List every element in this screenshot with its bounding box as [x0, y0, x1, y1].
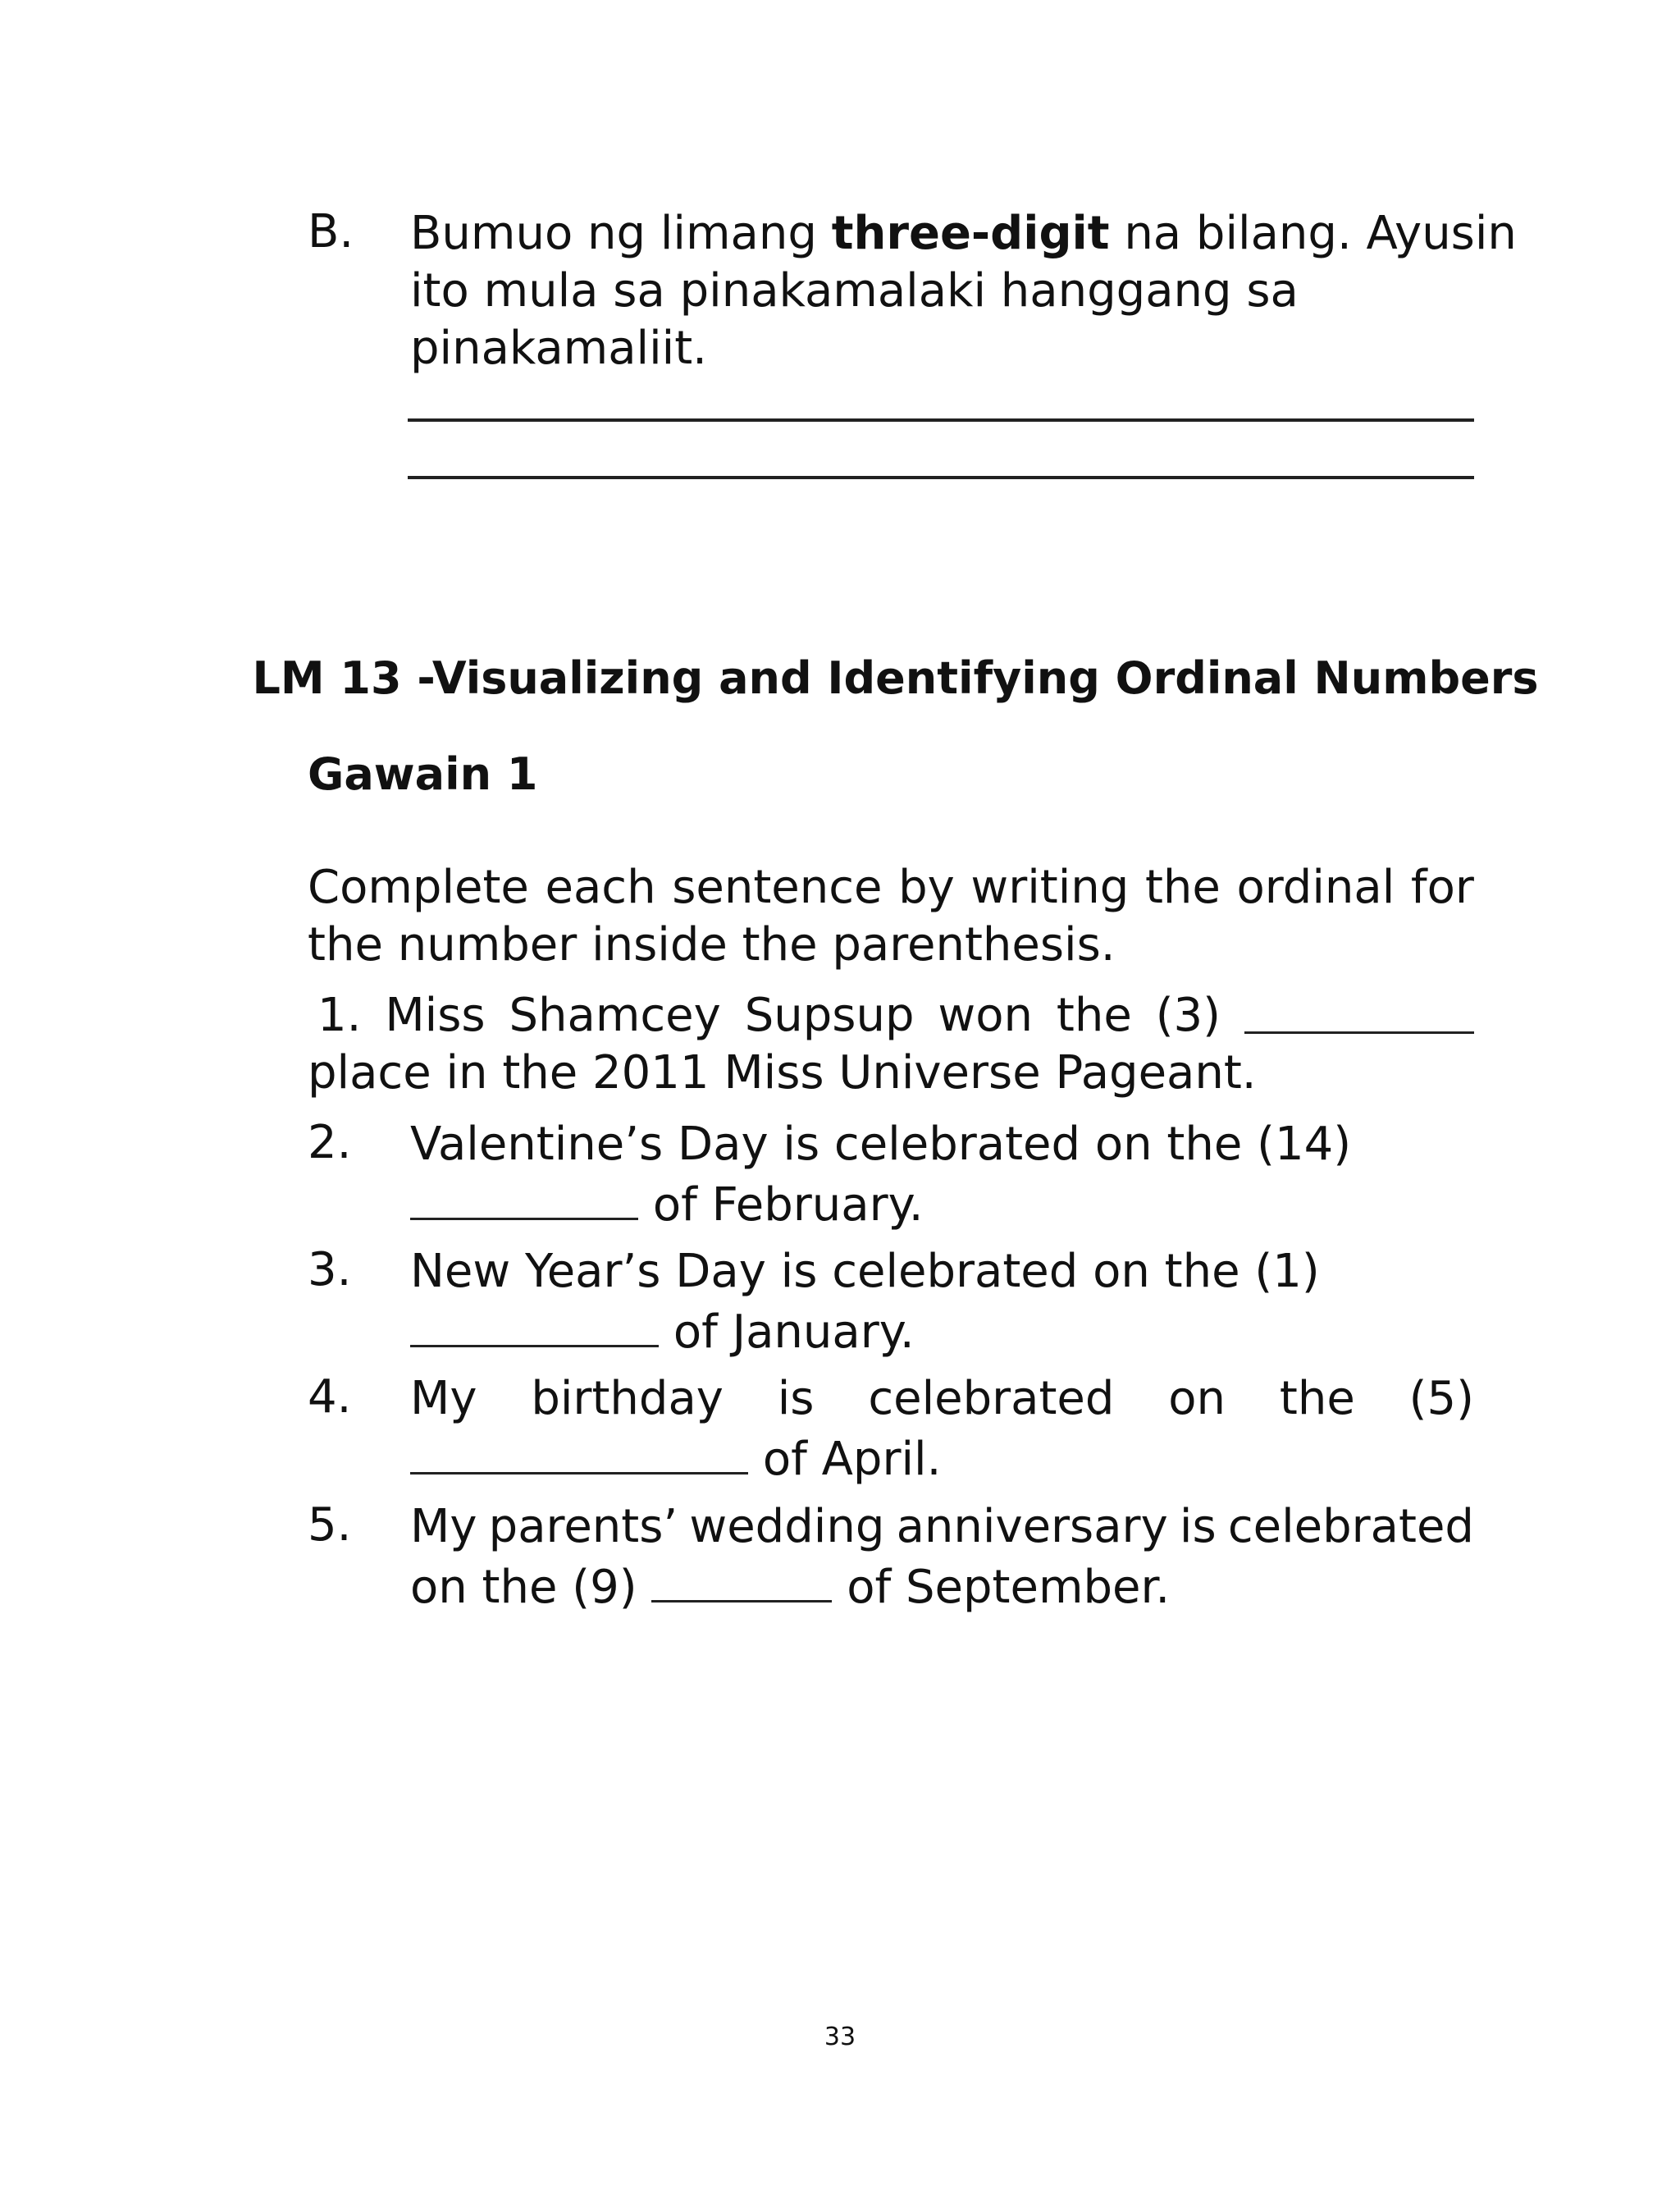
item-3 — [410, 1243, 1320, 1361]
item-3-line2: of January. — [673, 1305, 915, 1359]
word: celebrated — [1227, 1500, 1474, 1553]
word: the — [1144, 861, 1221, 914]
word: each — [545, 861, 656, 914]
item-1-line1 — [308, 987, 1474, 1045]
section-b-line3: pinakamaliit. — [410, 322, 707, 375]
word: sentence — [672, 861, 883, 914]
section-b-label: B. — [308, 205, 354, 258]
item-4-line2: of April. — [762, 1433, 942, 1486]
item-5-number: 5. — [308, 1498, 352, 1552]
word: birthday — [531, 1372, 724, 1425]
section-b-instruction — [410, 205, 1517, 377]
word: Complete — [308, 861, 529, 914]
word: anniversary — [896, 1500, 1168, 1553]
word: My — [410, 1372, 477, 1425]
word: celebrated — [868, 1372, 1115, 1425]
word: Shamcey — [509, 989, 721, 1042]
instruction-line1 — [308, 859, 1474, 917]
item-2-blank[interactable] — [410, 1173, 638, 1220]
section-b-line1-suffix: na bilang. Ayusin — [1124, 207, 1517, 260]
item-4-line1 — [410, 1370, 1474, 1428]
word: Supsup — [744, 989, 915, 1042]
lesson-title: LM 13 -Visualizing and Identifying Ordinal Numbers — [252, 652, 1539, 704]
word: by — [898, 861, 955, 914]
answer-line-2[interactable] — [408, 476, 1474, 479]
word: on — [1168, 1372, 1226, 1425]
word: the — [1279, 1372, 1355, 1425]
item-2 — [410, 1116, 1351, 1234]
item-1 — [308, 987, 1474, 1102]
word: (5) — [1408, 1372, 1474, 1425]
item-5-line1 — [410, 1498, 1474, 1556]
item-5-blank[interactable] — [651, 1556, 832, 1602]
item-2-line2: of February. — [652, 1178, 924, 1232]
item-5-line2-suffix: of September. — [847, 1561, 1171, 1614]
section-b-line1-prefix: Bumuo ng limang — [410, 207, 817, 260]
word: for — [1410, 861, 1474, 914]
word: ordinal — [1236, 861, 1395, 914]
word: the — [1056, 989, 1132, 1042]
item-3-blank[interactable] — [410, 1301, 659, 1347]
item-3-number: 3. — [308, 1243, 352, 1296]
item-1-line2: place in the 2011 Miss Universe Pageant. — [308, 1046, 1257, 1100]
word: My — [410, 1500, 477, 1553]
item-2-number: 2. — [308, 1116, 352, 1169]
word: won — [938, 989, 1033, 1042]
item-1-number: 1. — [317, 989, 362, 1042]
word: parents’ — [488, 1500, 678, 1553]
item-4-number: 4. — [308, 1370, 352, 1424]
item-3-line1: New Year’s Day is celebrated on the (1) — [410, 1245, 1320, 1298]
item-1-blank[interactable] — [1244, 987, 1474, 1034]
item-5 — [410, 1498, 1474, 1616]
item-4 — [410, 1370, 1474, 1488]
answer-line-1[interactable] — [408, 418, 1474, 422]
instruction — [308, 859, 1474, 974]
section-b-line2: ito mula sa pinakamalaki hanggang sa — [410, 264, 1299, 318]
item-5-line2-prefix: on the (9) — [410, 1561, 637, 1614]
section-b-bold-term: three-digit — [831, 207, 1110, 260]
instruction-line2: the number inside the parenthesis. — [308, 918, 1116, 972]
page-number: 33 — [824, 2023, 856, 2051]
item-4-blank[interactable] — [410, 1428, 748, 1474]
item-2-line1: Valentine’s Day is celebrated on the (14) — [410, 1118, 1352, 1171]
word: writing — [970, 861, 1130, 914]
word: (3) — [1155, 989, 1221, 1042]
word: wedding — [689, 1500, 885, 1553]
word: Miss — [385, 989, 486, 1042]
word: is — [777, 1372, 815, 1425]
word: is — [1179, 1500, 1217, 1553]
activity-title: Gawain 1 — [308, 748, 538, 800]
